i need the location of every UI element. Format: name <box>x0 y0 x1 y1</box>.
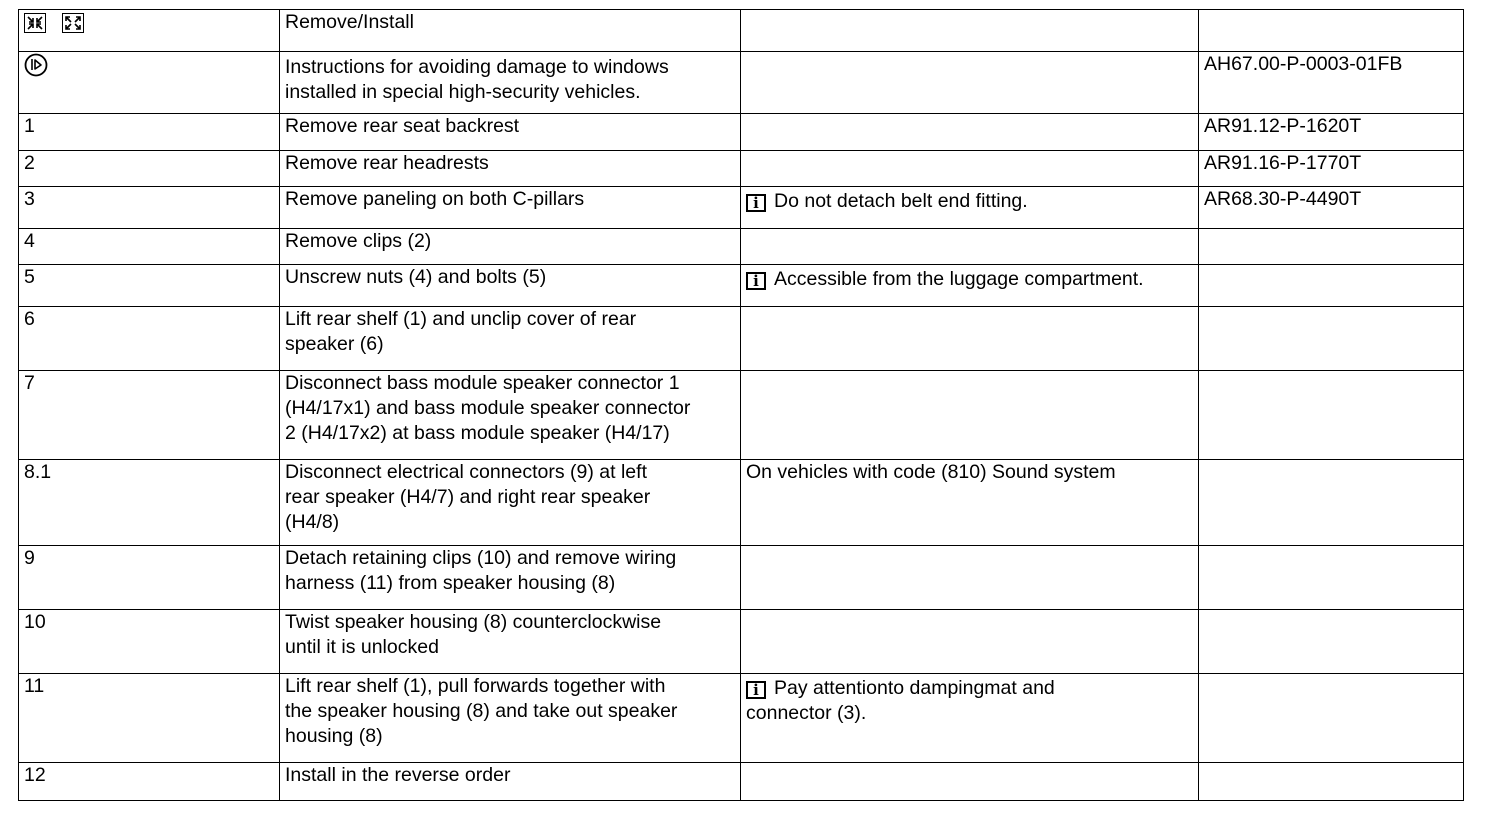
step-row <box>19 460 1464 546</box>
step-row <box>19 151 1464 187</box>
caution-note-cell <box>741 52 1199 114</box>
step-row <box>19 371 1464 460</box>
remove-tool-icon <box>24 13 46 33</box>
step-note-line <box>746 267 1193 292</box>
step-reference <box>1199 265 1464 307</box>
step-note-text: Accessible from the luggage compartment. <box>774 268 1144 290</box>
step-note-line <box>746 676 1193 701</box>
step-instruction <box>280 114 741 151</box>
step-row <box>19 674 1464 763</box>
step-row <box>19 229 1464 265</box>
step-instruction-line: (H4/8) <box>285 511 340 533</box>
step-instruction-line: (H4/17x1) and bass module speaker connector <box>285 397 691 419</box>
caution-text <box>280 52 741 114</box>
info-icon: i <box>746 681 766 699</box>
step-reference <box>1199 460 1464 546</box>
step-row <box>19 187 1464 229</box>
step-row <box>19 114 1464 151</box>
caution-row <box>19 52 1464 114</box>
header-title: Remove/Install <box>280 10 741 52</box>
caution-text-line: installed in special high-security vehicles. <box>285 81 641 103</box>
step-note <box>741 151 1199 187</box>
step-note-text: On vehicles with code (810) Sound system <box>746 461 1116 483</box>
step-note-text: Pay attentionto dampingmat and <box>774 677 1055 699</box>
step-instruction <box>280 187 741 229</box>
step-number: 1 <box>19 114 280 151</box>
step-note-line <box>746 701 1193 726</box>
step-number: 9 <box>19 546 280 610</box>
step-note <box>741 460 1199 546</box>
caution-icon-cell <box>19 52 280 114</box>
step-number: 11 <box>19 674 280 763</box>
step-instruction-line: Twist speaker housing (8) counterclockwise <box>285 611 662 633</box>
step-reference[interactable]: AR91.12-P-1620T <box>1199 114 1464 151</box>
step-instruction <box>280 229 741 265</box>
step-instruction-line: Lift rear shelf (1) and unclip cover of rear <box>285 308 637 330</box>
info-icon: i <box>746 194 766 212</box>
step-number: 5 <box>19 265 280 307</box>
step-instruction-line: harness (11) from speaker housing (8) <box>285 572 616 594</box>
step-instruction-line: Disconnect bass module speaker connector 1 <box>285 372 680 394</box>
step-instruction-line: Unscrew nuts (4) and bolts (5) <box>285 266 547 288</box>
step-note <box>741 763 1199 801</box>
step-instruction-line: Detach retaining clips (10) and remove wiring <box>285 547 677 569</box>
step-number: 4 <box>19 229 280 265</box>
step-instruction <box>280 460 741 546</box>
header-row <box>19 10 1464 52</box>
step-instruction-line: Disconnect electrical connectors (9) at left <box>285 461 647 483</box>
procedure-table <box>18 9 1464 801</box>
step-instruction-line: rear speaker (H4/7) and right rear speaker <box>285 486 651 508</box>
step-reference <box>1199 610 1464 674</box>
step-instruction <box>280 265 741 307</box>
step-reference <box>1199 546 1464 610</box>
step-instruction-line: Remove paneling on both C-pillars <box>285 188 585 210</box>
step-note <box>741 674 1199 763</box>
step-row <box>19 763 1464 801</box>
step-note <box>741 307 1199 371</box>
step-note <box>741 546 1199 610</box>
header-note-cell <box>741 10 1199 52</box>
step-note-line <box>746 189 1193 214</box>
step-number: 8.1 <box>19 460 280 546</box>
step-number: 7 <box>19 371 280 460</box>
step-reference <box>1199 674 1464 763</box>
step-reference <box>1199 371 1464 460</box>
step-instruction-line: Install in the reverse order <box>285 764 511 786</box>
header-icons-cell <box>19 10 280 52</box>
step-note <box>741 187 1199 229</box>
step-reference[interactable]: AR91.16-P-1770T <box>1199 151 1464 187</box>
info-icon: i <box>746 272 766 290</box>
step-note <box>741 371 1199 460</box>
step-reference <box>1199 307 1464 371</box>
step-instruction <box>280 371 741 460</box>
step-note <box>741 265 1199 307</box>
step-instruction-line: Remove clips (2) <box>285 230 432 252</box>
step-row <box>19 610 1464 674</box>
step-instruction <box>280 307 741 371</box>
step-row <box>19 307 1464 371</box>
step-instruction-line: Lift rear shelf (1), pull forwards together with <box>285 675 666 697</box>
step-number: 3 <box>19 187 280 229</box>
step-instruction-line: housing (8) <box>285 725 383 747</box>
step-reference <box>1199 229 1464 265</box>
step-instruction-line: until it is unlocked <box>285 636 439 658</box>
step-number: 2 <box>19 151 280 187</box>
step-reference <box>1199 763 1464 801</box>
step-instruction-line: Remove rear seat backrest <box>285 115 520 137</box>
step-row <box>19 546 1464 610</box>
step-instruction-line: the speaker housing (8) and take out speaker <box>285 700 678 722</box>
step-instruction-line: 2 (H4/17x2) at bass module speaker (H4/17) <box>285 422 670 444</box>
step-note-line <box>746 460 1193 485</box>
install-tool-icon <box>62 13 84 33</box>
step-instruction <box>280 674 741 763</box>
step-number: 10 <box>19 610 280 674</box>
caution-text-line: Instructions for avoiding damage to windows <box>285 56 669 78</box>
step-note-text: connector (3). <box>746 702 867 724</box>
step-note <box>741 114 1199 151</box>
step-number: 12 <box>19 763 280 801</box>
step-note-text: Do not detach belt end fitting. <box>774 190 1028 212</box>
step-instruction <box>280 763 741 801</box>
step-instruction-line: speaker (6) <box>285 333 384 355</box>
caution-reference[interactable]: AH67.00-P-0003-01FB <box>1199 52 1464 114</box>
step-row <box>19 265 1464 307</box>
step-number: 6 <box>19 307 280 371</box>
step-note <box>741 229 1199 265</box>
step-note <box>741 610 1199 674</box>
step-instruction <box>280 610 741 674</box>
step-instruction-line: Remove rear headrests <box>285 152 489 174</box>
caution-hand-icon <box>24 53 48 77</box>
step-instruction <box>280 151 741 187</box>
step-reference[interactable]: AR68.30-P-4490T <box>1199 187 1464 229</box>
header-ref-cell <box>1199 10 1464 52</box>
step-instruction <box>280 546 741 610</box>
